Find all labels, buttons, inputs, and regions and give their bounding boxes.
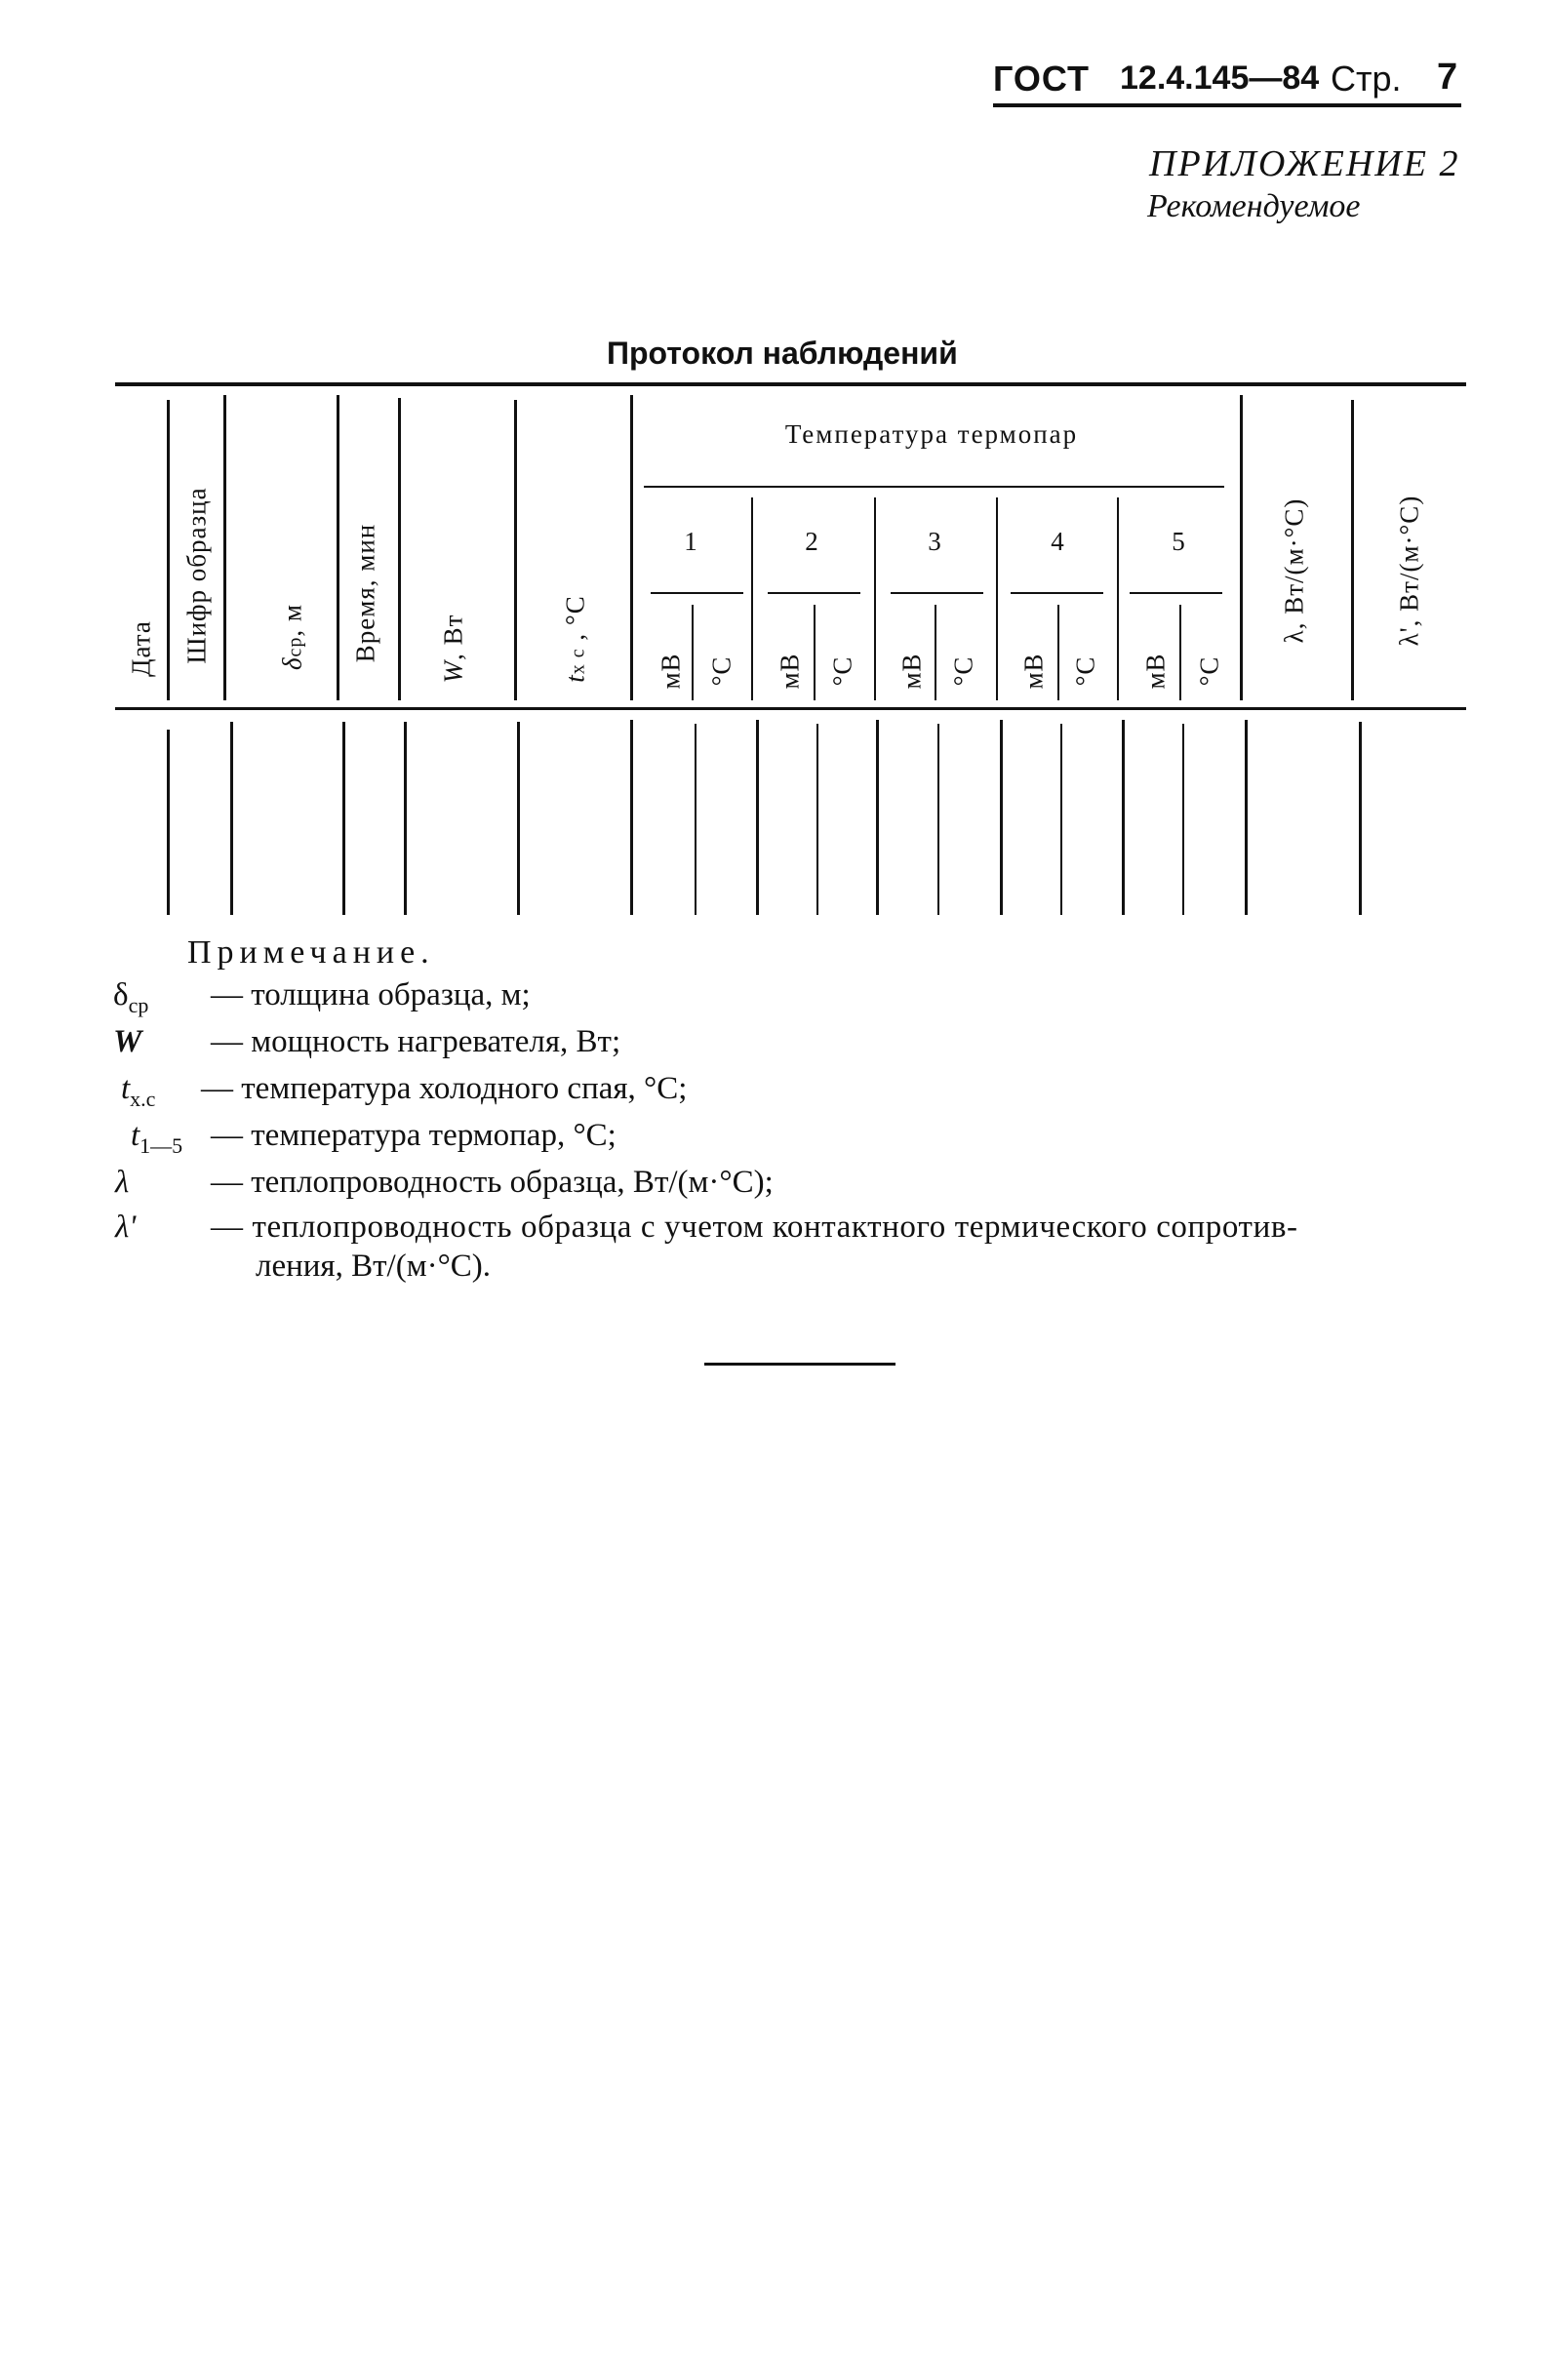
body-col-divider: [1000, 720, 1003, 915]
tc2-subrule: [768, 592, 860, 594]
col-divider: [398, 398, 401, 700]
note-heading: Примечание.: [187, 934, 435, 971]
note-symbol: λ: [115, 1165, 130, 1200]
body-col-divider: [756, 720, 759, 915]
gost-label: ГОСТ: [993, 59, 1091, 99]
note-symbol: t: [121, 1071, 131, 1106]
note-text: — теплопроводность образца с учетом контактного термического сопротив-: [211, 1210, 1298, 1245]
col-divider: [167, 400, 170, 700]
body-col-divider: [404, 722, 407, 915]
note-item: [115, 1210, 1298, 1249]
body-col-divider: [816, 724, 818, 915]
tc1-mv-header: мВ: [656, 653, 686, 690]
page-number: 7: [1437, 57, 1458, 98]
note-list: [107, 977, 1512, 1289]
col-divider: [1240, 395, 1243, 700]
subcol-divider: [814, 605, 816, 700]
note-symbol: λ': [115, 1210, 137, 1245]
body-col-divider: [1359, 722, 1362, 915]
body-col-divider: [695, 724, 696, 915]
tc2-c-header: °С: [827, 655, 857, 687]
tc2-mv-header: мВ: [775, 653, 805, 690]
note-symbol-sub: х.с: [130, 1087, 156, 1111]
col-divider: [223, 395, 226, 700]
col-date-header: Дата: [126, 620, 156, 677]
note-symbol: δ: [113, 977, 129, 1012]
col-divider: [337, 395, 339, 700]
body-col-divider: [630, 720, 633, 915]
note-item: [131, 1118, 617, 1158]
col-sample-code-header: Шифр образца: [181, 487, 212, 664]
table-title: Протокол наблюдений: [607, 336, 958, 371]
tc4-subrule: [1011, 592, 1103, 594]
note-text: — толщина образца, м;: [211, 977, 531, 1012]
subcol-divider: [692, 605, 694, 700]
body-col-divider: [167, 730, 170, 915]
col-divider: [996, 497, 998, 700]
note-symbol-sub: ср: [128, 993, 149, 1017]
body-col-divider: [1060, 724, 1062, 915]
tc4-number: 4: [1051, 527, 1064, 556]
tc4-c-header: °С: [1070, 655, 1100, 687]
col-divider: [751, 497, 753, 700]
subcol-divider: [1057, 605, 1059, 700]
body-col-divider: [876, 720, 879, 915]
body-col-divider: [1182, 724, 1184, 915]
col-cold-junction-header: tх с , °С: [560, 595, 590, 683]
body-col-divider: [230, 722, 233, 915]
tc4-mv-header: мВ: [1018, 653, 1049, 690]
note-text: — температура термопар, °С;: [211, 1118, 617, 1153]
tc3-c-header: °С: [948, 655, 978, 687]
appendix-subtitle: Рекомендуемое: [1147, 188, 1361, 224]
tc1-subrule: [651, 592, 743, 594]
thermocouple-group-rule: [644, 486, 1224, 488]
note-text: — теплопроводность образца, Вт/(м·°С);: [211, 1165, 774, 1200]
note-continuation: ления, Вт/(м·°С).: [256, 1249, 492, 1284]
col-lambda-header: λ, Вт/(м·°С): [1279, 497, 1309, 644]
end-rule: [704, 1363, 895, 1366]
tc5-subrule: [1130, 592, 1222, 594]
body-col-divider: [517, 722, 520, 915]
table-top-rule: [115, 382, 1466, 386]
standard-number: 12.4.145—84: [1120, 60, 1320, 97]
note-text: — мощность нагревателя, Вт;: [211, 1024, 621, 1059]
col-divider: [1351, 400, 1354, 700]
tc5-number: 5: [1172, 527, 1185, 556]
col-thickness-header: δср, м: [277, 603, 307, 671]
tc1-c-header: °С: [706, 655, 736, 687]
col-power-header: W, Вт: [438, 614, 468, 684]
col-divider: [1117, 497, 1119, 700]
subcol-divider: [1179, 605, 1181, 700]
note-symbol-sub: 1—5: [139, 1133, 183, 1158]
note-item: [113, 977, 531, 1017]
col-divider: [514, 400, 517, 700]
body-col-divider: [1122, 720, 1125, 915]
col-time-header: Время, мин: [350, 523, 380, 663]
body-col-divider: [1245, 720, 1248, 915]
body-col-divider: [937, 724, 939, 915]
tc2-number: 2: [805, 527, 818, 556]
note-symbol: W: [113, 1024, 142, 1059]
thermocouple-group-header: Температура термопар: [784, 419, 1079, 449]
tc5-c-header: °С: [1194, 655, 1224, 687]
tc3-number: 3: [928, 527, 941, 556]
tc5-mv-header: мВ: [1140, 653, 1171, 690]
page-label: Стр.: [1331, 59, 1402, 99]
subcol-divider: [935, 605, 936, 700]
appendix-title: ПРИЛОЖЕНИЕ 2: [1149, 143, 1460, 184]
note-text: — температура холодного спая, °С;: [201, 1071, 688, 1106]
col-divider: [874, 497, 876, 700]
note-item: [113, 1024, 621, 1063]
tc1-number: 1: [684, 527, 697, 556]
note-symbol: t: [131, 1118, 140, 1153]
tc3-subrule: [891, 592, 983, 594]
table-header-bottom-rule: [115, 707, 1466, 710]
body-col-divider: [342, 722, 345, 915]
note-item: [121, 1071, 688, 1111]
col-divider: [630, 395, 633, 700]
col-lambda-prime-header: λ', Вт/(м·°С): [1394, 495, 1424, 647]
tc3-mv-header: мВ: [896, 653, 927, 690]
note-item: [115, 1165, 774, 1204]
